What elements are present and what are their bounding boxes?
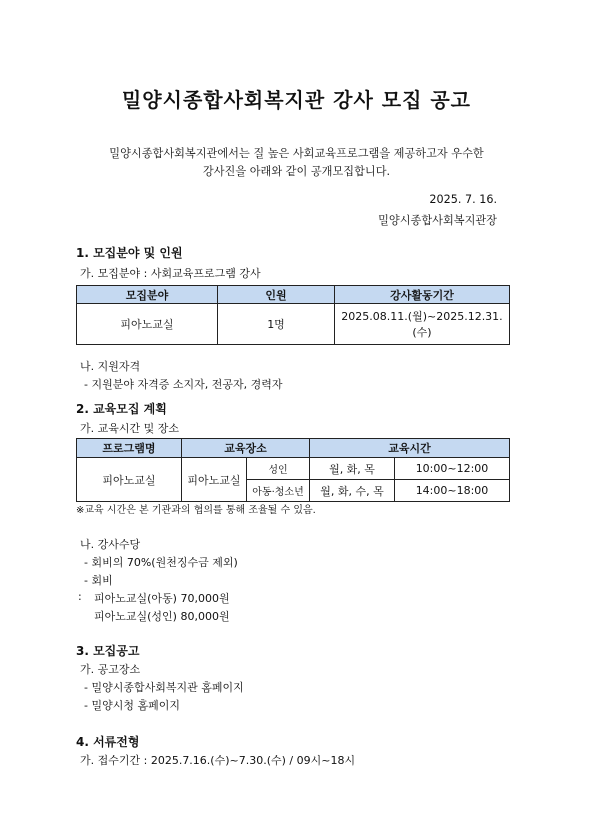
table-header: 강사활동기간 xyxy=(335,286,510,304)
notice-date: 2025. 7. 16. xyxy=(429,193,497,206)
section3-item-1: - 밀양시종합사회복지관 홈페이지 xyxy=(84,681,244,694)
table-header: 교육장소 xyxy=(182,439,310,458)
recruit-table xyxy=(76,285,510,345)
intro-line-1: 밀양시종합사회복지관에서는 질 높은 사회교육프로그램을 제공하고자 우수한 xyxy=(109,147,484,160)
table-cell: 피아노교실 xyxy=(77,304,218,345)
section1-na: 나. 지원자격 xyxy=(80,360,141,373)
section2-na-item-2: - 회비 xyxy=(84,574,113,587)
section3-ga: 가. 공고장소 xyxy=(80,663,141,676)
schedule-table xyxy=(76,438,510,502)
days-cell: 월, 화, 수, 목 xyxy=(310,480,395,502)
section3-item-2: - 밀양시청 홈페이지 xyxy=(84,699,180,712)
section4-heading: 4. 서류전형 xyxy=(76,735,140,749)
target-cell: 성인 xyxy=(247,458,310,480)
table-header: 인원 xyxy=(218,286,335,304)
table-header-row xyxy=(77,439,510,458)
time-cell: 14:00~18:00 xyxy=(395,480,510,502)
section1-na-item: - 지원분야 자격증 소지자, 전공자, 경력자 xyxy=(84,378,283,391)
time-cell: 10:00~12:00 xyxy=(395,458,510,480)
table-cell: 1명 xyxy=(218,304,335,345)
table-header: 모집분야 xyxy=(77,286,218,304)
section1-heading: 1. 모집분야 및 인원 xyxy=(76,246,183,260)
table-row xyxy=(77,458,510,480)
table-header: 교육시간 xyxy=(310,439,510,458)
section1-ga: 가. 모집분야 : 사회교육프로그램 강사 xyxy=(80,267,261,280)
page-title: 밀양시종합사회복지관 강사 모집 공고 xyxy=(121,88,471,112)
schedule-note: ※교육 시간은 본 기관과의 협의를 통해 조율될 수 있음. xyxy=(76,505,316,516)
section3-heading: 3. 모집공고 xyxy=(76,644,140,658)
table-row xyxy=(77,304,510,345)
target-cell: 아동·청소년 xyxy=(247,480,310,502)
place-cell: 피아노교실 xyxy=(182,458,247,502)
section2-ga: 가. 교육시간 및 장소 xyxy=(80,422,179,435)
issuer: 밀양시종합사회복지관장 xyxy=(378,214,497,227)
section2-na-item-1: - 회비의 70%(원천징수금 제외) xyxy=(84,556,238,569)
table-cell: 2025.08.11.(월)~2025.12.31.(수) xyxy=(335,304,510,345)
intro-line-2: 강사진을 아래와 같이 공개모집합니다. xyxy=(202,165,391,178)
section2-na: 나. 강사수당 xyxy=(80,538,141,551)
program-cell: 피아노교실 xyxy=(77,458,182,502)
section2-heading: 2. 교육모집 계획 xyxy=(76,402,167,416)
fee-colon: : xyxy=(78,590,82,603)
fee-child: 피아노교실(아동) 70,000원 xyxy=(94,592,230,605)
days-cell: 월, 화, 목 xyxy=(310,458,395,480)
table-header: 프로그램명 xyxy=(77,439,182,458)
fee-adult: 피아노교실(성인) 80,000원 xyxy=(94,610,230,623)
table-header-row xyxy=(77,286,510,304)
section4-ga: 가. 접수기간 : 2025.7.16.(수)~7.30.(수) / 09시~18시 xyxy=(80,754,356,767)
